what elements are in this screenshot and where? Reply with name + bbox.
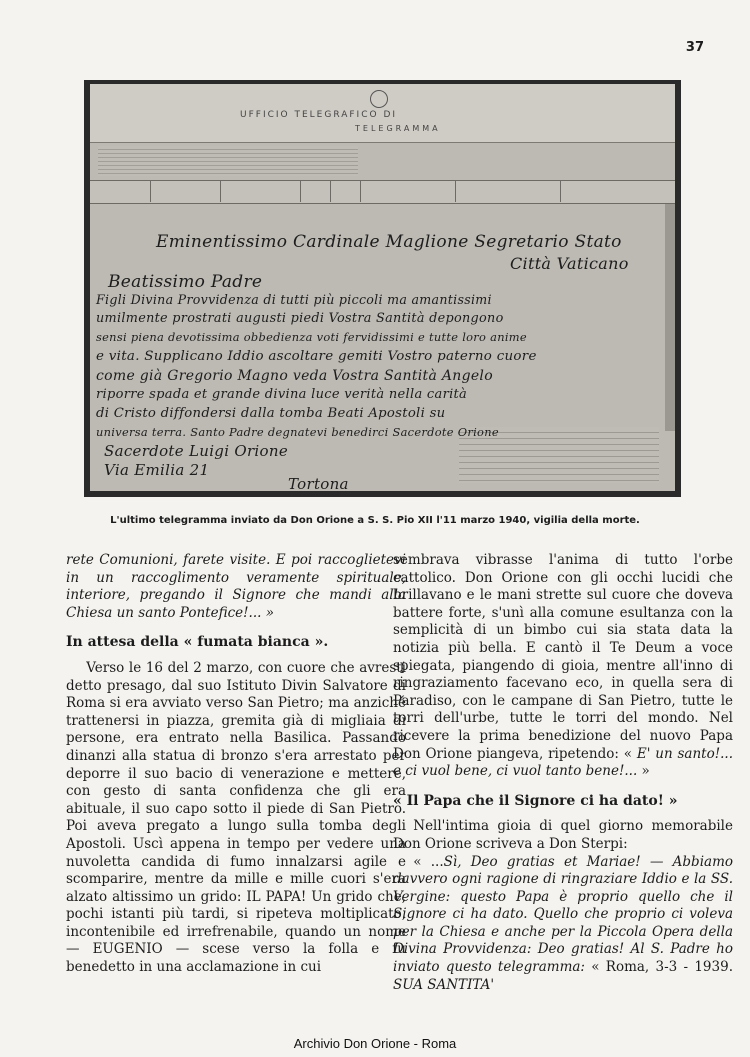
handwritten-line: Beatissimo Padre <box>108 272 263 292</box>
handwritten-line: sensi piena devotissima obbedienza voti fervidissimi e tutte loro anime <box>96 330 527 344</box>
handwritten-line: di Cristo diffondersi dalla tomba Beati Apostoli su <box>96 406 446 421</box>
quote-open: « ... <box>413 853 444 870</box>
archive-footer: Archivio Don Orione - Roma <box>293 1036 457 1051</box>
handwritten-line: Figli Divina Provvidenza di tutti più piccoli ma amantissimi <box>96 292 492 307</box>
photo-caption: L'ultimo telegramma inviato da Don Orione a S. S. Pio XII l'11 marzo 1940, vigilia della morte. <box>110 515 640 526</box>
handwritten-line: come già Gregorio Magno veda Vostra Santità Angelo <box>96 368 493 384</box>
body-text: sembrava vibrasse l'anima di tutto l'orbe cattolico. Don Orione con gli occhi lucidi che brillavano e le mani strette sul cuore che doveva battere forte, s'unì alla comune esultanza con la semplicità di un bimbo cui sia stata data la notizia più bella. E cantò il Te Deum a voce spiegata, piangendo di gioia, mentre all'inno di ringraziamento facevano eco, in quella sera di Paradiso, con le campane di San Pietro, tutte le torri dell'urbe, tutte le torri del mondo. Nel ricevere la prima benedizione del nuovo Papa Don Orione piangeva, ripetendo: « <box>393 552 733 762</box>
handwritten-line: Eminentissimo Cardinale Maglione Segretario Stato <box>156 232 622 252</box>
form-header <box>90 84 675 143</box>
form-divider <box>455 180 456 202</box>
quote-italic: E' un santo!... e ci vuol bene, ci vuol tanto bene!... <box>393 745 734 780</box>
right-column <box>393 552 733 994</box>
telegram-office-label: UFFICIO TELEGRAFICO DI <box>240 110 398 120</box>
form-divider <box>300 180 301 202</box>
form-divider <box>330 180 331 202</box>
telegram-form <box>90 84 675 491</box>
body-paragraph: Nell'intima gioia di quel giorno memorabile Don Orione scriveva a Don Sterpi: <box>393 818 733 852</box>
section-heading: In attesa della « fumata bianca ». <box>66 634 329 651</box>
handwritten-line: umilmente prostrati augusti piedi Vostra Santità depongono <box>96 311 504 326</box>
form-column-band <box>90 180 675 204</box>
quote-italic: Sì, Deo gratias et Mariae! — Abbiamo davvero ogni ragione di ringraziare Iddio e la SS. Vergine: questo Papa è proprio quello che il Signore ci ha dato. Quello che proprio ci voleva per la Chiesa e anche per la Piccola Opera della Divina Provvidenza: Deo gratias! Al S. Padre ho inviato questo telegramma: <box>393 853 733 976</box>
body-paragraph <box>393 552 733 781</box>
letter-quote <box>393 854 733 995</box>
form-side-strip <box>665 204 675 431</box>
state-emblem-icon <box>370 90 388 108</box>
body-paragraph: Verso le 16 del 2 marzo, con cuore che avresti detto presago, dal suo Istituto Divin Salvatore di Roma si era avviato verso San Pietro; ma anziché trattenersi in piazza, gremita già di migliaia di persone, era entrato nella Basilica. Passando dinanzi alla statua di bronzo s'era arrestato per deporre il suo bacio di venerazione e mettere, con gesto di santa confidenza che gli era abituale, il suo capo sotto il piede di San Pietro. Poi aveva pregato a lungo sulla tomba degli Apostoli. Uscì appena in tempo per vedere una nuvoletta candida di fumo innalzarsi agile e scomparire, mentre da mille e mille cuori s'era alzato altissimo un grido: IL PAPA! Un grido che, pochi istanti più tardi, si ripeteva moltiplicato, incontenibile ed irrefrenabile, quando un nome — EUGENIO — scese verso la folla e fu benedetto in una acclamazione in cui <box>66 659 406 976</box>
telegram-photo <box>84 80 681 497</box>
page-number: 37 <box>685 40 704 55</box>
quote-italic-end: SUA SANTITA' <box>393 976 495 993</box>
quote-text: « Roma, 3-3 - 1939. <box>584 959 733 976</box>
form-divider <box>360 180 361 202</box>
form-divider <box>150 180 151 202</box>
left-column <box>66 552 406 977</box>
quote-close: » <box>637 763 650 780</box>
handwritten-line: universa terra. Santo Padre degnatevi benedirci Sacerdote Orione <box>96 425 499 439</box>
handwritten-city: Tortona <box>288 475 349 493</box>
handwritten-address: Via Emilia 21 <box>104 461 210 479</box>
handwritten-signature: Sacerdote Luigi Orione <box>104 442 288 460</box>
section-heading: « Il Papa che il Signore ci ha dato! » <box>393 792 678 809</box>
intro-italic: rete Comunioni, farete visite. E poi raccoglietevi in un raccoglimento veramente spirituale, interiore, pregando il Signore che mandi alla Chiesa un santo Pontefice!... » <box>66 552 406 621</box>
handwritten-line: riporre spada et grande divina luce verità nella carità <box>96 387 468 402</box>
telegram-title-label: TELEGRAMMA <box>355 124 441 133</box>
handwritten-line: Città Vaticano <box>510 254 629 273</box>
form-divider <box>560 180 561 202</box>
handwritten-line: e vita. Supplicano Iddio ascoltare gemiti Vostro paterno cuore <box>96 349 537 364</box>
form-fine-print <box>98 146 358 176</box>
form-divider <box>220 180 221 202</box>
